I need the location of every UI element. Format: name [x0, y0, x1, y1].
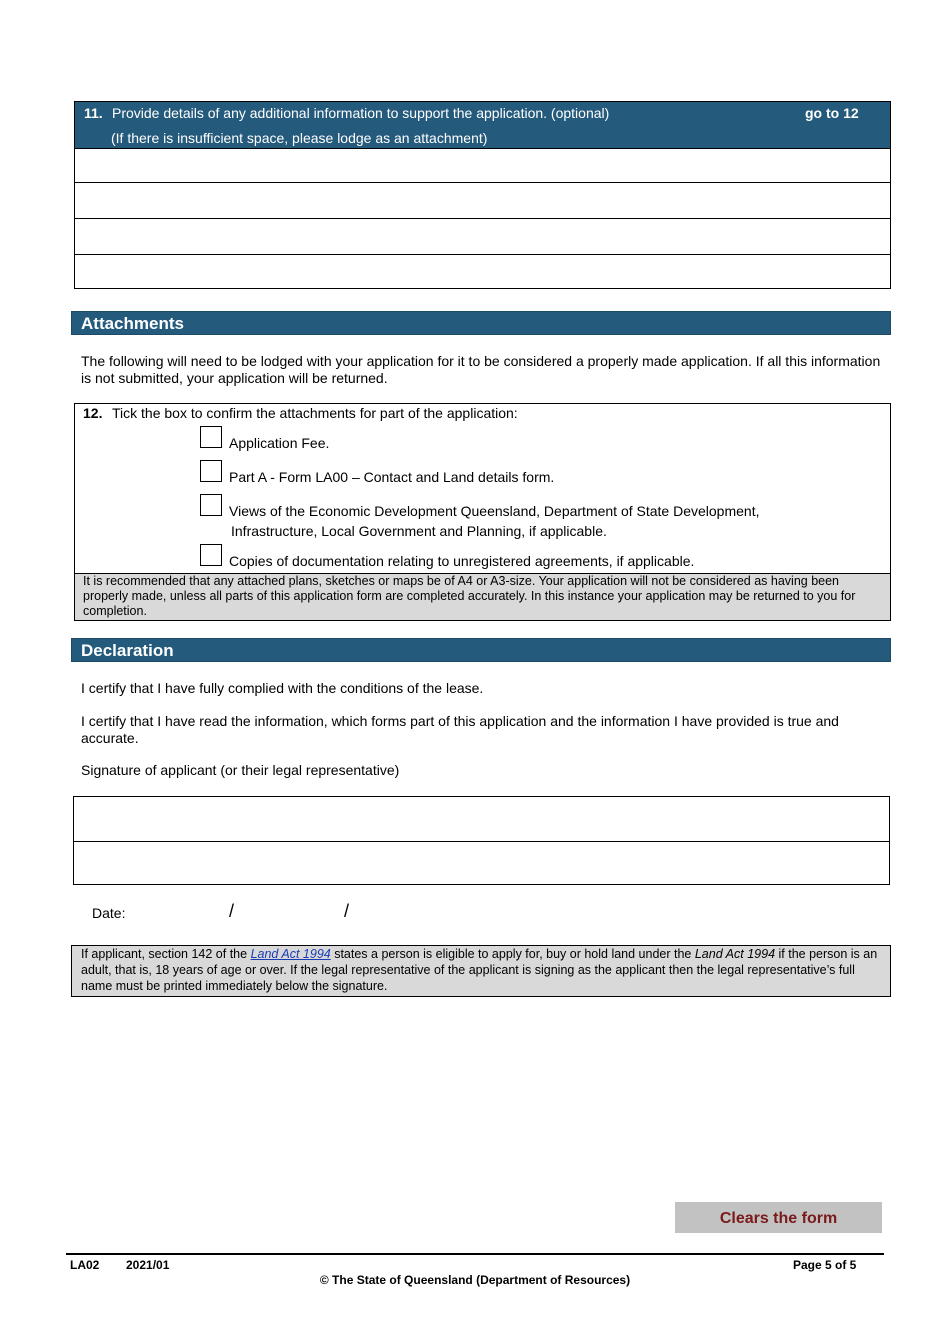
- applicant-note: [71, 945, 891, 997]
- date-day-field[interactable]: [128, 900, 223, 924]
- q11-question: Provide details of any additional information to support the application. (optional): [112, 105, 610, 121]
- note-italic: Land Act 1994: [694, 947, 776, 961]
- date-label: Date:: [92, 905, 126, 921]
- checkbox-unregistered-agreements[interactable]: [200, 544, 222, 566]
- label-unregistered-agreements: Copies of documentation relating to unregistered agreements, if applicable.: [229, 553, 695, 569]
- declaration-cert1: I certify that I have fully complied with the conditions of the lease.: [81, 680, 484, 696]
- q11-goto: go to 12: [805, 105, 859, 121]
- checkbox-part-a-form[interactable]: [200, 460, 222, 482]
- q11-header: [75, 102, 890, 148]
- q11-hint: (If there is insufficient space, please lodge as an attachment): [111, 130, 488, 146]
- note-text-2: states a person is eligible to apply for, buy or hold land under the: [330, 947, 695, 961]
- q11-number: 11.: [84, 105, 103, 121]
- footer-rule: [66, 1253, 884, 1255]
- q11-answer-line-4[interactable]: [75, 254, 890, 290]
- label-part-a-form: Part A - Form LA00 – Contact and Land details form.: [229, 469, 555, 485]
- date-month-field[interactable]: [240, 900, 340, 924]
- q12-question: Tick the box to confirm the attachments for part of the application:: [112, 405, 518, 421]
- attachments-title: Attachments: [81, 314, 184, 333]
- printed-name-field[interactable]: [74, 841, 889, 886]
- signature-label: Signature of applicant (or their legal representative): [81, 762, 400, 778]
- signature-box: [73, 796, 890, 885]
- attachments-intro: The following will need to be lodged with your application for it to be considered a properly made application. If all this information is not submitted, your application will be returned.: [81, 353, 881, 386]
- label-application-fee: Application Fee.: [229, 435, 330, 451]
- q11-answer-line-3[interactable]: [75, 218, 890, 254]
- land-act-link[interactable]: Land Act 1994: [250, 947, 331, 961]
- q11-answer-line-1[interactable]: [75, 148, 890, 184]
- footer-form-code: LA02: [70, 1258, 100, 1272]
- declaration-title: Declaration: [81, 641, 174, 660]
- date-year-field[interactable]: [356, 900, 456, 924]
- q11-answer-line-2[interactable]: [75, 182, 890, 218]
- footer-copyright: © The State of Queensland (Department of Resources): [319, 1273, 631, 1287]
- footer-page-number: Page 5 of 5: [793, 1258, 857, 1272]
- label-edq-views-line2: Infrastructure, Local Government and Planning, if applicable.: [231, 523, 607, 539]
- q12-number: 12.: [83, 405, 103, 421]
- footer-version: 2021/01: [126, 1258, 170, 1272]
- clear-form-button[interactable]: Clears the form: [675, 1202, 882, 1233]
- label-edq-views: Views of the Economic Development Queensland, Department of State Development,: [229, 503, 760, 519]
- declaration-cert2: I certify that I have read the information, which forms part of this application and the information I have provided is true and accurate.: [81, 713, 839, 746]
- attachments-header: [71, 311, 891, 335]
- q12-note: It is recommended that any attached plans, sketches or maps be of A4 or A3-size. Your application will not be considered as having been properly made, unless all parts of this application form are completed accurately. In this instance your application may be returned to you for completion.: [75, 573, 890, 620]
- declaration-header: [71, 638, 891, 662]
- date-separator-2: /: [344, 901, 350, 921]
- checkbox-application-fee[interactable]: [200, 426, 222, 448]
- date-separator-1: /: [229, 901, 235, 921]
- signature-field[interactable]: [74, 797, 889, 841]
- q12-block: [74, 403, 891, 621]
- q11-block: [74, 101, 891, 289]
- note-text-3: if the person is an adult, that is, 18 years of age or over. If the legal representative of the applicant is signing as the applicant then the legal representative’s full name must be printed immediately below the signature.: [81, 947, 878, 993]
- checkbox-edq-views[interactable]: [200, 494, 222, 516]
- note-text-1: If applicant, section 142 of the: [81, 947, 251, 961]
